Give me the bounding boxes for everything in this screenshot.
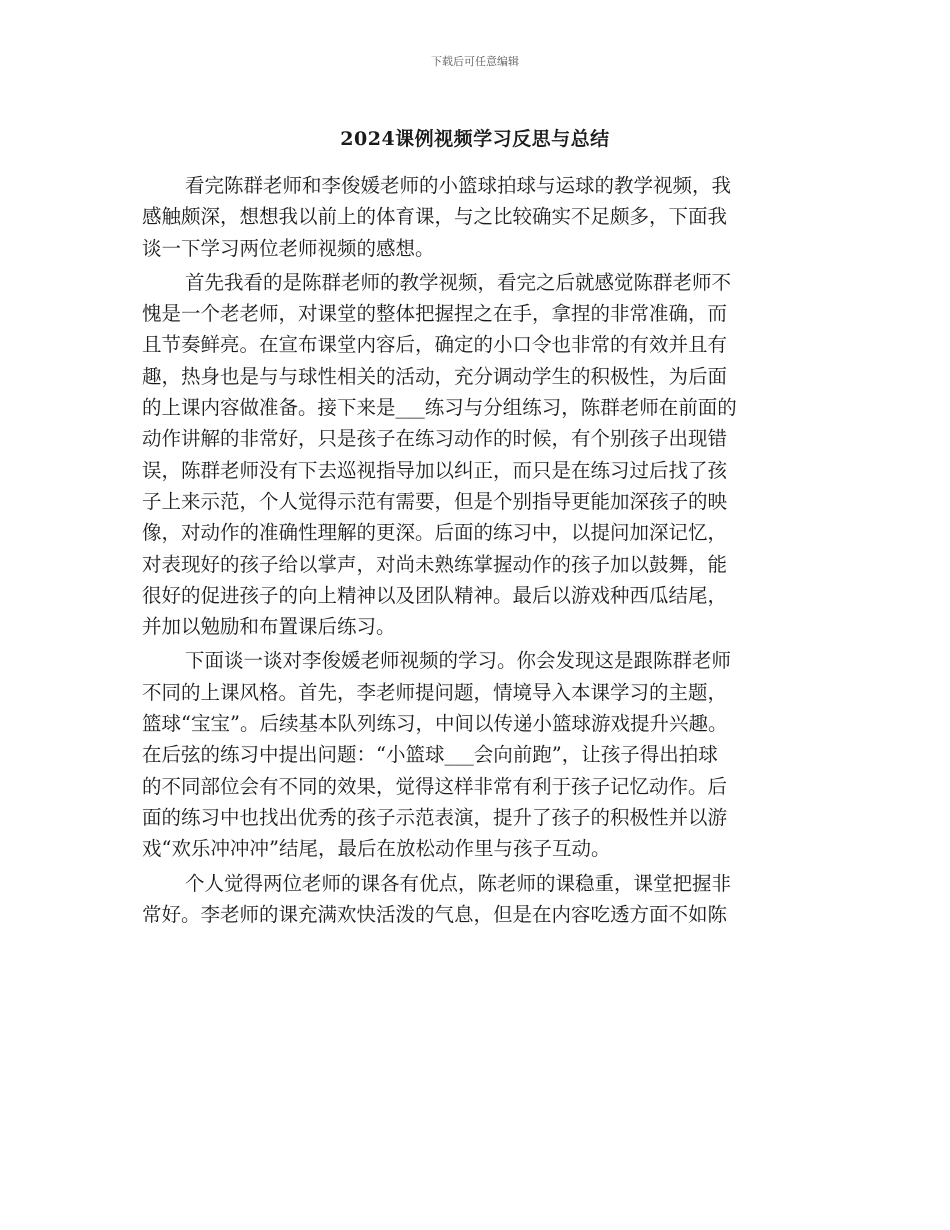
text-line: 对表现好的孩子给以掌声，对尚未熟练掌握动作的孩子加以鼓舞，能 — [142, 552, 728, 576]
document-body — [142, 170, 822, 930]
text-line: 子上来示范，个人觉得示范有需要，但是个别指导更能加深孩子的映 — [142, 489, 728, 513]
text-line: 感触颇深，想想我以前上的体育课，与之比较确实不足颇多，下面我 — [142, 205, 728, 229]
text-line: 很好的促进孩子的向上精神以及团队精神。最后以游戏种西瓜结尾， — [142, 583, 728, 607]
paragraph-2 — [142, 267, 822, 643]
paragraph-3 — [142, 645, 822, 864]
text-line: 并加以勉励和布置课后练习。 — [142, 615, 396, 639]
text-line: 篮球“宝宝”。后续基本队列练习，中间以传递小篮球游戏提升兴趣。 — [142, 712, 728, 736]
text-line: 趣，热身也是与与球性相关的活动，充分调动学生的积极性，为后面 — [142, 364, 728, 388]
text-line: 下面谈一谈对李俊媛老师视频的学习。你会发现这是跟陈群老师 — [185, 649, 732, 673]
text-line: 戏“欢乐冲冲冲”结尾，最后在放松动作里与孩子互动。 — [142, 837, 611, 861]
text-line: 首先我看的是陈群老师的教学视频，看完之后就感觉陈群老师不 — [185, 270, 732, 294]
paragraph-4 — [142, 868, 822, 931]
document-title: 2024课例视频学习反思与总结 — [340, 128, 610, 150]
text-line: 谈一下学习两位老师视频的感想。 — [142, 236, 435, 260]
text-line: 看完陈群老师和李俊媛老师的小篮球拍球与运球的教学视频，我 — [185, 174, 732, 197]
text-line: 误，陈群老师没有下去巡视指导加以纠正，而只是在练习过后找了孩 — [142, 458, 728, 482]
text-line: 的上课内容做准备。接下来是___练习与分组练习，陈群老师在前面的 — [142, 396, 737, 420]
paragraph-1 — [142, 170, 822, 264]
text-line: 且节奏鲜亮。在宣布课堂内容后，确定的小口令也非常的有效并且有 — [142, 333, 728, 357]
text-line: 像，对动作的准确性理解的更深。后面的练习中，以提问加深记忆， — [142, 521, 728, 545]
text-line: 面的练习中也找出优秀的孩子示范表演，提升了孩子的积极性并以游 — [142, 805, 728, 829]
page-header: 下载后可任意编辑 — [431, 55, 519, 68]
text-line: 的不同部位会有不同的效果，觉得这样非常有利于孩子记忆动作。后 — [142, 774, 728, 798]
text-line: 动作讲解的非常好，只是孩子在练习动作的时候，有个别孩子出现错 — [142, 427, 728, 451]
text-line: 常好。李老师的课充满欢快活泼的气息，但是在内容吃透方面不如陈 — [142, 902, 728, 926]
text-line: 不同的上课风格。首先，李老师提问题，情境导入本课学习的主题， — [142, 680, 728, 704]
text-line: 愧是一个老老师，对课堂的整体把握捏之在手，拿捏的非常准确，而 — [142, 302, 728, 326]
text-line: 在后弦的练习中提出问题：“小篮球___会向前跑”，让孩子得出拍球 — [142, 743, 718, 767]
text-line: 个人觉得两位老师的课各有优点，陈老师的课稳重，课堂把握非 — [185, 871, 732, 895]
